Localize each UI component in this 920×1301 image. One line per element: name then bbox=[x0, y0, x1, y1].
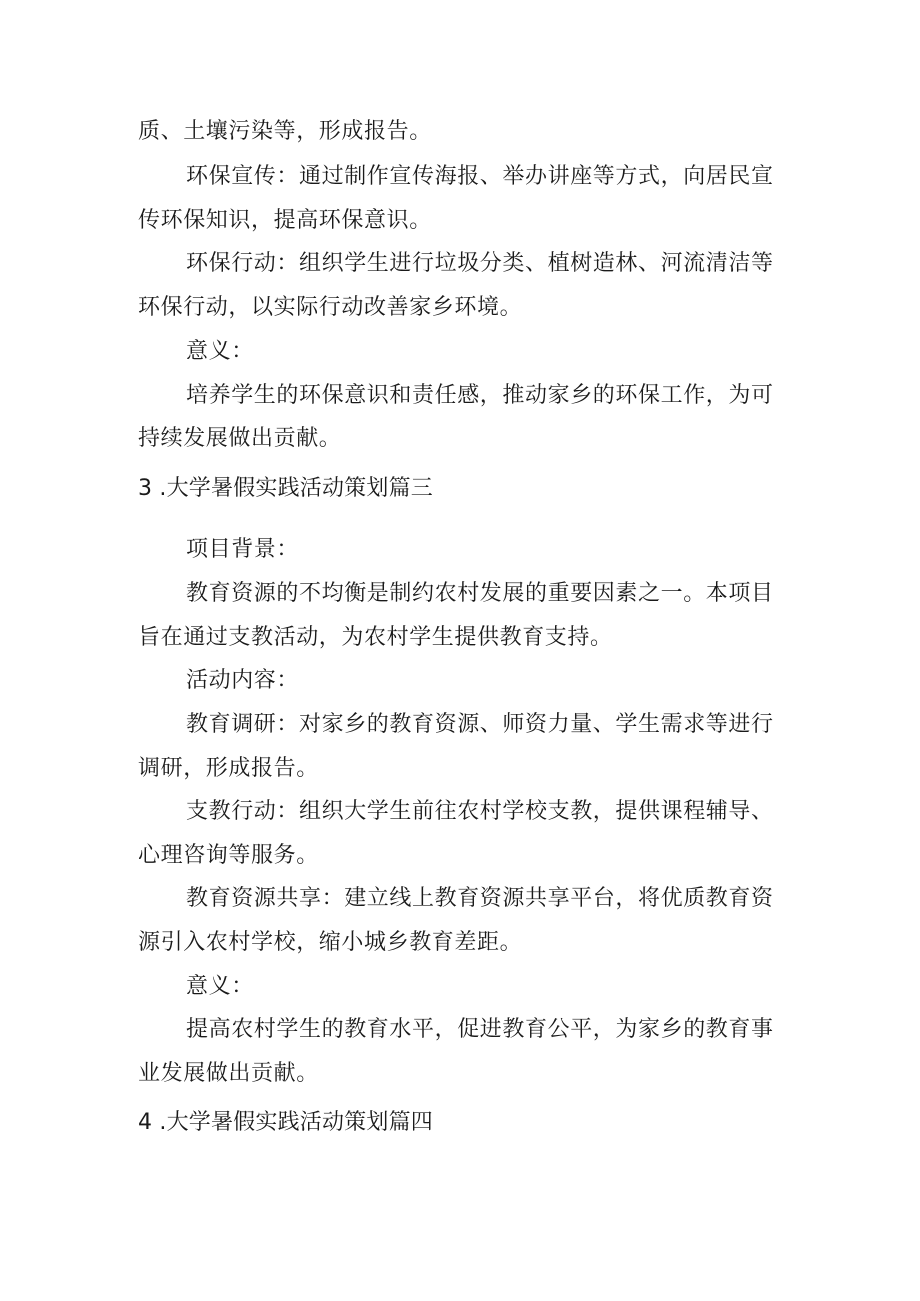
text-line: 支教行动：组织大学生前往农村学校支教，提供课程辅导、 bbox=[186, 799, 774, 824]
text-line: 教育资源共享：建立线上教育资源共享平台，将优质教育资 bbox=[186, 886, 774, 911]
text-line: 教育资源的不均衡是制约农村发展的重要因素之一。本项目 bbox=[186, 581, 774, 606]
text-line: 意义： bbox=[186, 339, 254, 364]
text-line: 调研，形成报告。 bbox=[138, 756, 319, 781]
text-line: 提高农村学生的教育水平，促进教育公平，为家乡的教育事 bbox=[186, 1017, 774, 1042]
text-line: 环保行动，以实际行动改善家乡环境。 bbox=[138, 295, 523, 320]
text-line: 旨在通过支教活动，为农村学生提供教育支持。 bbox=[138, 625, 613, 650]
text-line: 持续发展做出贡献。 bbox=[138, 426, 342, 451]
section-heading: 4 .大学暑假实践活动策划篇四 bbox=[138, 1110, 433, 1135]
text-line: 项目背景： bbox=[186, 537, 300, 562]
text-line: 培养学生的环保意识和责任感，推动家乡的环保工作，为可 bbox=[186, 383, 774, 408]
text-line: 环保行动：组织学生进行垃圾分类、植树造林、河流清洁等 bbox=[186, 251, 774, 276]
text-line: 业发展做出贡献。 bbox=[138, 1061, 319, 1086]
section-heading: 3 .大学暑假实践活动策划篇三 bbox=[138, 476, 433, 501]
text-line: 环保宣传：通过制作宣传海报、举办讲座等方式，向居民宣 bbox=[186, 164, 774, 189]
text-line: 传环保知识，提高环保意识。 bbox=[138, 208, 432, 233]
text-line: 教育调研：对家乡的教育资源、师资力量、学生需求等进行 bbox=[186, 712, 774, 737]
text-line: 活动内容： bbox=[186, 668, 300, 693]
text-line: 质、土壤污染等，形成报告。 bbox=[138, 119, 432, 144]
text-line: 源引入农村学校，缩小城乡教育差距。 bbox=[138, 930, 523, 955]
text-line: 心理咨询等服务。 bbox=[138, 843, 319, 868]
text-line: 意义： bbox=[186, 974, 254, 999]
